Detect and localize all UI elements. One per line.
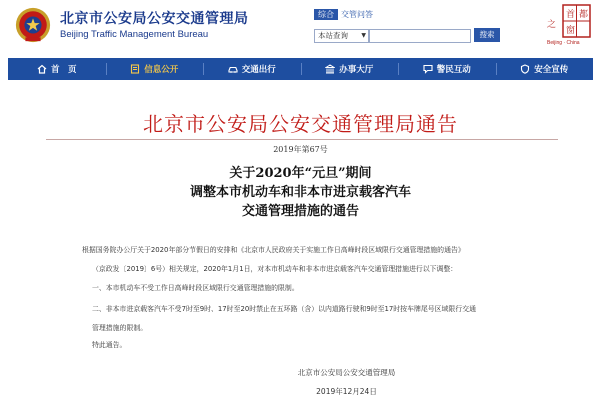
capital-window-logo-mark xyxy=(545,4,591,38)
chat-icon xyxy=(423,64,433,74)
building-icon xyxy=(325,64,335,74)
nav-item-interaction[interactable] xyxy=(398,58,496,80)
police-emblem-icon[interactable] xyxy=(14,6,52,44)
general-badge[interactable]: 综合 xyxy=(314,9,338,20)
notice-subtitle-line: 调整本市机动车和非本市进京载客汽车 xyxy=(189,185,411,200)
body-paragraph: （京政发〔2019〕6号）相关规定，2020年1月1日，对本市机动车和非本市进京载客汽车交通管理措施进行以下调整： xyxy=(92,265,458,273)
nav-label: 首 页 xyxy=(50,65,77,75)
top-links xyxy=(314,9,373,20)
svg-text:都: 都 xyxy=(579,10,589,20)
nav-label: 警民互动 xyxy=(436,65,471,75)
notice-article xyxy=(8,80,593,401)
document-number: 2019年第67号 xyxy=(273,145,328,154)
search-scope-select[interactable] xyxy=(314,29,369,43)
svg-text:首: 首 xyxy=(566,10,576,20)
capital-window-logo[interactable] xyxy=(545,4,591,48)
sign-date: 2019年12月24日 xyxy=(316,387,377,396)
body-paragraph: 根据国务院办公厅关于2020年部分节假日的安排和《北京市人民政府关于实施工作日高峰时段区域限行交通管理措施的通告》 xyxy=(82,246,465,254)
svg-text:之: 之 xyxy=(547,20,557,30)
body-paragraph: 一、本市机动车不受工作日高峰时段区域限行交通管理措施的限制。 xyxy=(92,284,299,292)
nav-label: 办事大厅 xyxy=(339,65,374,75)
search-input[interactable] xyxy=(369,29,471,43)
car-icon xyxy=(228,64,238,74)
capital-window-english: Beijing · China xyxy=(547,40,580,46)
search-button[interactable]: 搜索 xyxy=(474,28,500,42)
nav-item-safety[interactable] xyxy=(496,58,594,80)
info-icon xyxy=(130,64,140,74)
main-nav xyxy=(8,58,593,80)
notice-subtitle-line: 关于2020年“元旦”期间 xyxy=(229,166,372,181)
nav-item-travel[interactable] xyxy=(203,58,301,80)
nav-label: 安全宣传 xyxy=(534,65,569,75)
home-icon xyxy=(37,64,47,74)
svg-text:窗: 窗 xyxy=(566,26,576,36)
nav-item-service-hall[interactable] xyxy=(301,58,399,80)
chevron-down-icon: ▼ xyxy=(361,32,366,39)
site-title[interactable]: 北京市公安局公安交通管理局 xyxy=(60,11,249,27)
qa-link[interactable]: 交管问答 xyxy=(341,10,373,19)
search-scope-value: 本站查询 xyxy=(318,31,348,40)
body-paragraph: 管理措施的限制。 xyxy=(92,324,148,332)
nav-item-home[interactable] xyxy=(8,58,106,80)
body-paragraph: 特此通告。 xyxy=(92,341,127,349)
body-paragraph: 二、非本市进京载客汽车不受7时至9时、17时至20时禁止在五环路（含）以内道路行驶和9时至17时按车牌尾号区域限行交通 xyxy=(92,305,476,313)
nav-label: 信息公开 xyxy=(144,65,179,75)
nav-label: 交通出行 xyxy=(241,65,276,75)
nav-item-info-disclosure[interactable] xyxy=(106,58,204,80)
title-divider xyxy=(46,139,558,140)
notice-subtitle-line: 交通管理措施的通告 xyxy=(241,204,359,219)
shield-icon xyxy=(520,64,530,74)
site-title-english: Beijing Traffic Management Bureau xyxy=(60,29,209,40)
site-header xyxy=(0,0,601,58)
page-title: 北京市公安局公安交通管理局通告 xyxy=(143,112,458,136)
signer: 北京市公安局公安交通管理局 xyxy=(297,368,396,377)
